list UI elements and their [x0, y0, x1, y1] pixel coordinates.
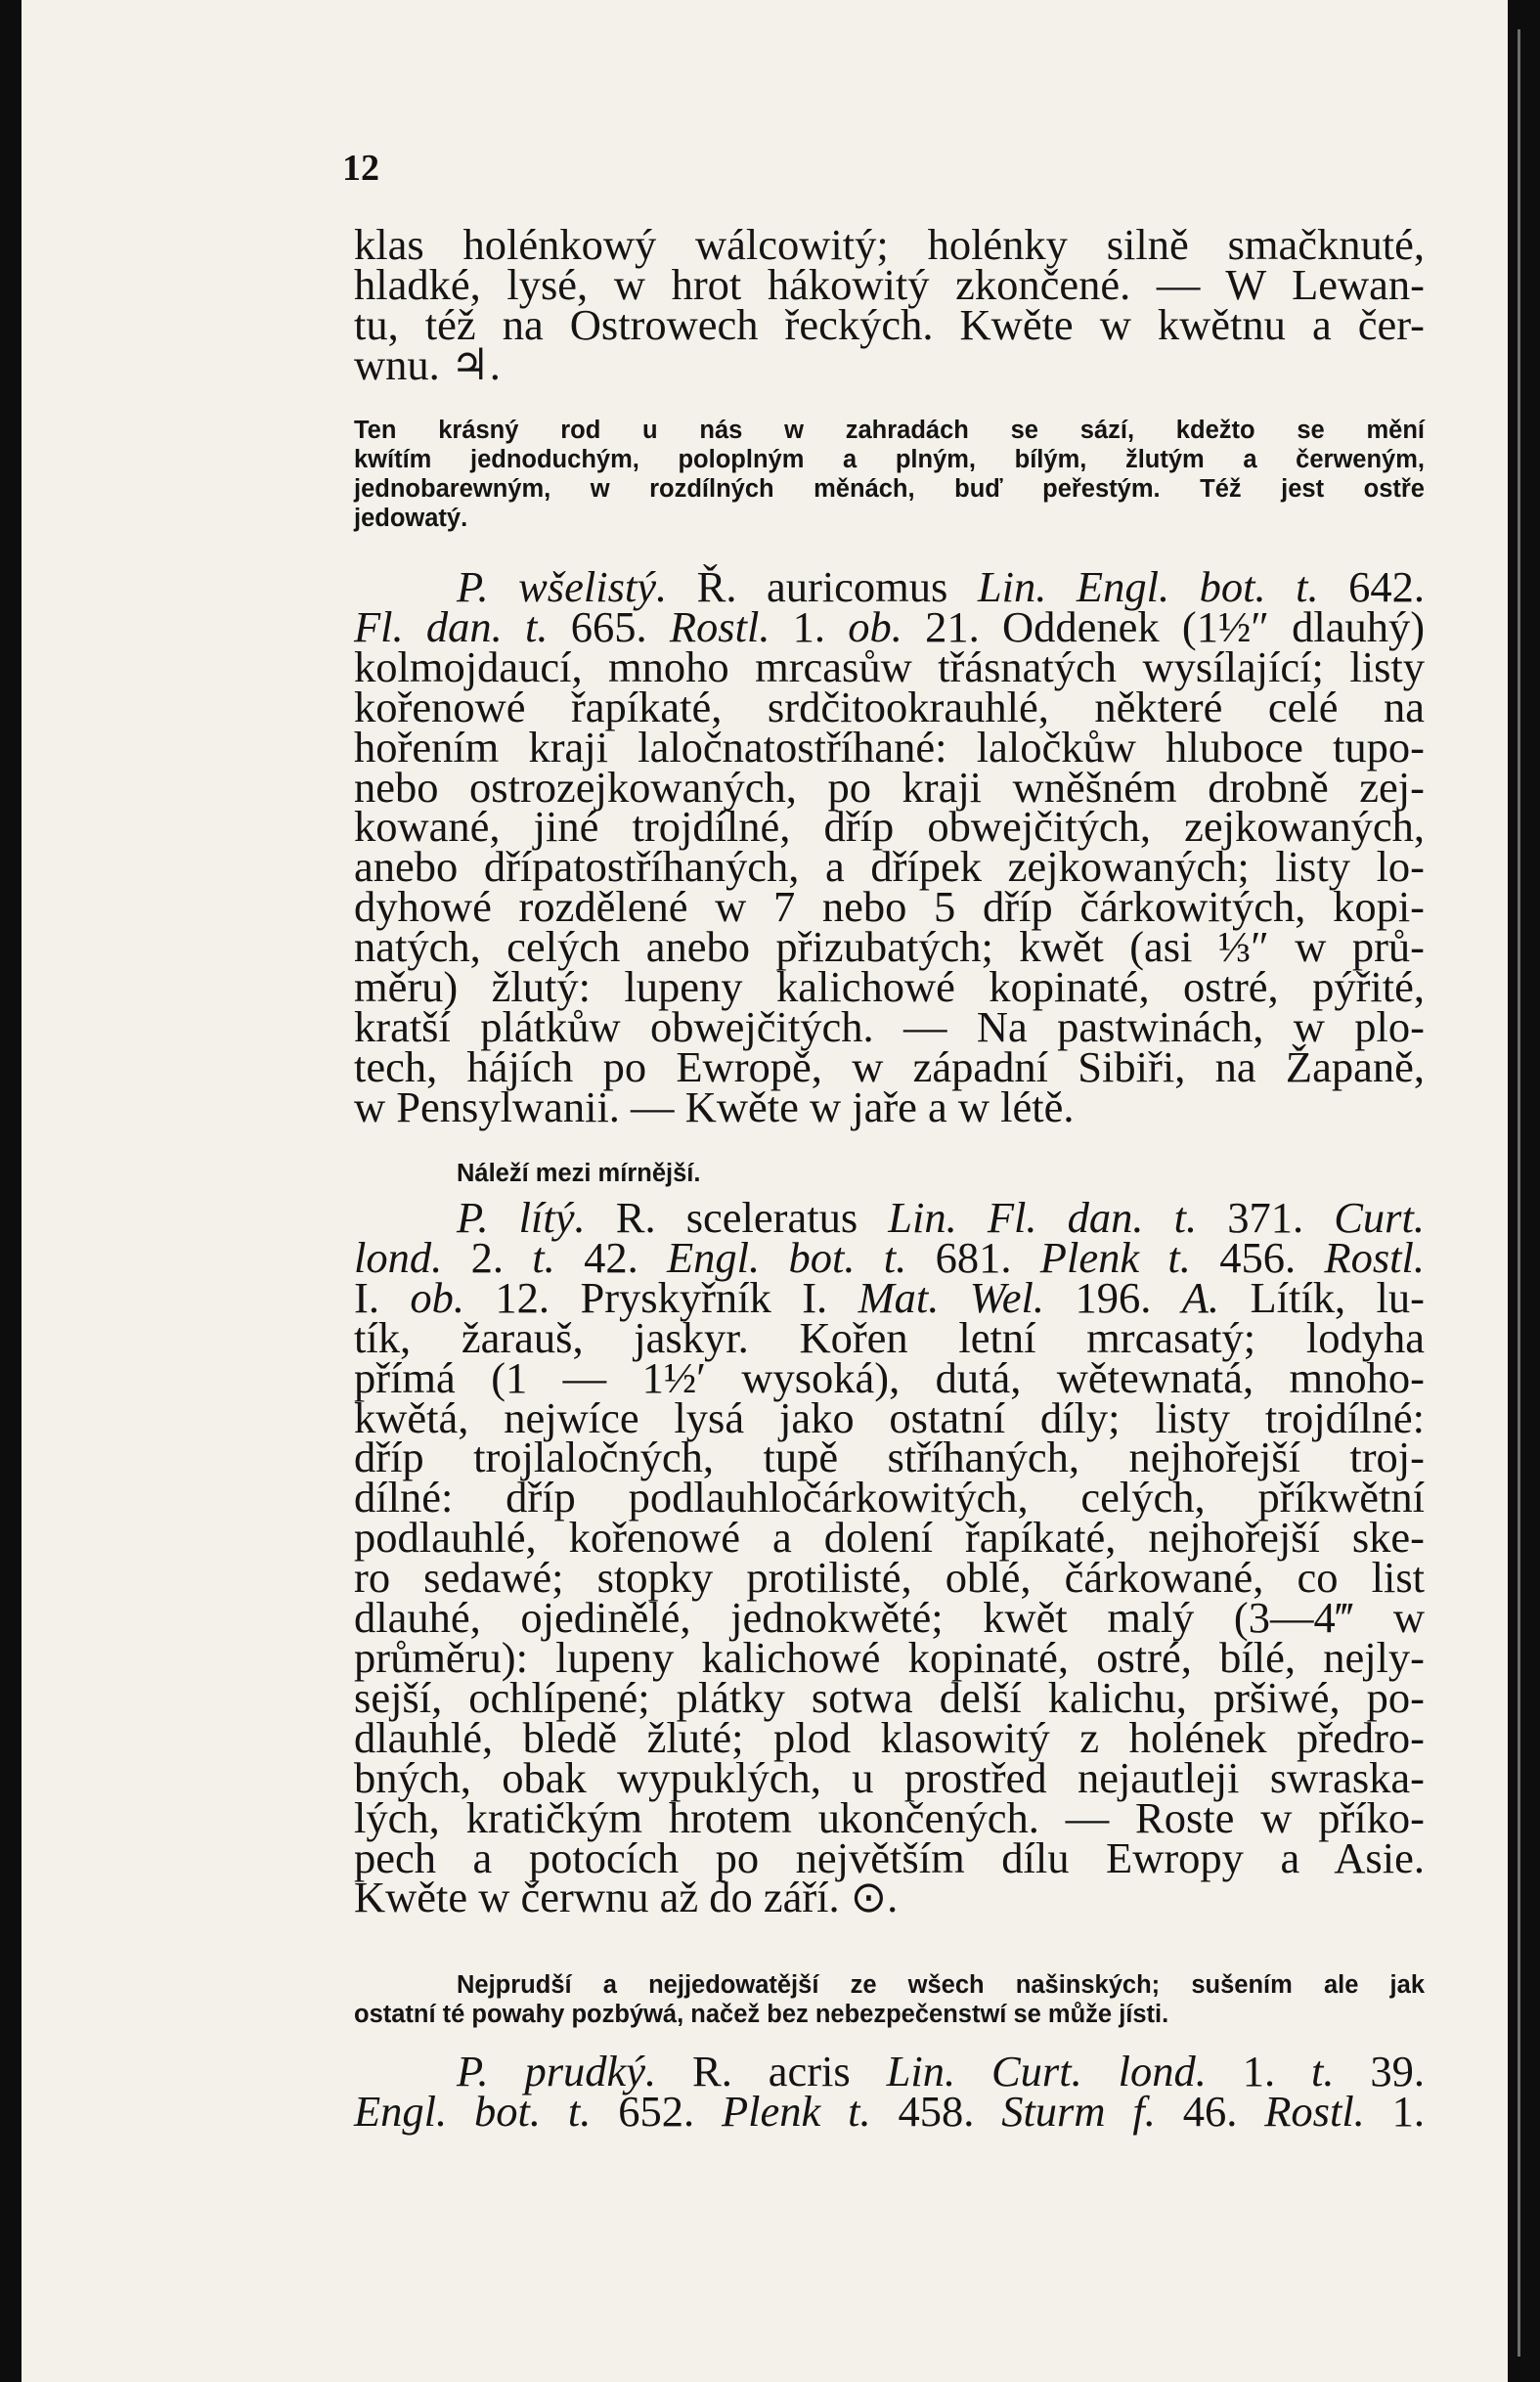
note-line: jednobarewným, w rozdílných měnách, buď peřestým. Též jest ostře: [354, 475, 1425, 503]
text-run: 1.: [1364, 2086, 1426, 2136]
text-run: Lítík, lu-: [1219, 1272, 1425, 1322]
reference: Engl. bot. t.: [354, 2086, 592, 2136]
reference: lond.: [354, 1232, 443, 1282]
text-line: ro sedawé; stopky protilisté, oblé, čárkowané, co list: [354, 1553, 1425, 1603]
text-line: kratší plátkůw obwejčitých. — Na pastwinách, w plo-: [354, 1001, 1425, 1051]
text-line: měru) žlutý: lupeny kalichowé kopinaté, ostré, pýřité,: [354, 962, 1425, 1012]
text-line: kowané, jiné trojdílné, dříp obwejčitých, zejkowaných,: [354, 802, 1425, 852]
text-run: 652.: [591, 2086, 722, 2136]
text-run: R. sceleratus: [585, 1193, 889, 1242]
reference: Plenk t.: [1039, 1232, 1191, 1282]
text-line: kwětá, nejwíce lysá jako ostatní díly; listy trojdílné:: [354, 1392, 1425, 1442]
paragraph: [354, 1193, 1425, 1922]
footnote-block-3: [354, 1970, 1425, 2029]
text-run: 1.: [1206, 2047, 1311, 2095]
reference: Mat. Wel.: [858, 1272, 1045, 1322]
text-line: natých, celých anebo přizubatých; kwět (asi ⅓″ w prů-: [354, 922, 1425, 972]
text-line: w Pensylwanii. — Kwěte w jaře a w létě.: [354, 1081, 1075, 1131]
text-run: 458.: [870, 2086, 1002, 2136]
text-line: přímá (1 — 1½′ wysoká), dutá, wětewnatá, mnoho-: [354, 1352, 1425, 1402]
note-line: jedowatý.: [354, 505, 468, 532]
text-line: [354, 1272, 1425, 1322]
reference: P. lítý.: [457, 1193, 586, 1242]
reference: Lin. Fl. dan. t.: [888, 1193, 1198, 1242]
text-line: [354, 601, 1426, 651]
reference: A.: [1181, 1272, 1220, 1322]
text-run: I.: [354, 1272, 411, 1322]
text-run: 1.: [770, 601, 849, 651]
text-line: [354, 1232, 1425, 1282]
note-line: Ten krásný rod u nás w zahradách se sází, kdežto se mění: [354, 417, 1425, 444]
text-run: 371.: [1197, 1193, 1335, 1242]
note-line: Nejprudší a nejjedowatější ze wšech našinských; sušením ale jak: [457, 1971, 1425, 1999]
text-line: podlauhlé, kořenowé a dolení řapíkaté, nejhořejší ske-: [354, 1513, 1425, 1563]
text-line: průměru): lupeny kalichowé kopinaté, ostré, bílé, nejly-: [354, 1632, 1425, 1682]
note-line: Náleží mezi mírnější.: [457, 1160, 701, 1187]
text-line: sejší, ochlípené; plátky sotwa delší kalichu, pršiwé, po-: [354, 1672, 1425, 1722]
note-paragraph: [354, 1159, 1425, 1188]
text-run: 196.: [1044, 1272, 1182, 1322]
text-line: wnu. ♃.: [354, 339, 501, 389]
text-line: [354, 562, 1426, 611]
text-line: dlauhlé, bledě žluté; plod klasowitý z holének předro-: [354, 1712, 1425, 1762]
note-paragraph: [354, 416, 1425, 533]
text-line: lých, kratičkým hrotem ukončených. — Roste w příko-: [354, 1792, 1425, 1842]
text-line: anebo dřípatostříhaných, a dřípek zejkowaných; listy lo-: [354, 842, 1425, 892]
text-line: [354, 2047, 1426, 2095]
reference: Plenk t.: [721, 2086, 871, 2136]
footnote-block-2: [354, 1159, 1425, 1188]
text-run: 642.: [1318, 562, 1426, 611]
text-block-intro: [354, 220, 1425, 389]
text-line: hladké, lysé, w hrot hákowitý zkončené. — W Lewan-: [354, 259, 1425, 309]
footnote-block-1: [354, 416, 1425, 533]
text-line: [354, 2086, 1426, 2136]
reference: Curt.: [1334, 1193, 1425, 1242]
note-paragraph: [354, 1970, 1425, 2029]
text-line: [354, 1193, 1425, 1242]
text-line: dlauhé, ojedinělé, jednokwěté; kwět malý (3—4‴ w: [354, 1593, 1425, 1643]
text-line: klas holénkowý wálcowitý; holénky silně smačknuté,: [354, 220, 1425, 269]
text-run: 2.: [442, 1232, 533, 1282]
text-block-sceleratus: [354, 1193, 1425, 1922]
text-line: kolmojdaucí, mnoho mrcasůw třásnatých wysílající; listy: [354, 641, 1425, 691]
text-line: bných, obak wypuklých, u prostřed nejautleji swraska-: [354, 1752, 1425, 1802]
note-line: kwítím jednoduchým, poloplným a plným, bílým, žlutým a čerweným,: [354, 446, 1425, 473]
page-number: 12: [342, 148, 379, 189]
text-block-auricomus: [354, 562, 1426, 1131]
text-run: 46.: [1155, 2086, 1265, 2136]
text-line: pech a potocích po největším dílu Ewropy a Asie.: [354, 1832, 1425, 1882]
text-line: kořenowé řapíkaté, srdčitookrauhlé, některé celé na: [354, 682, 1425, 731]
text-run: 456.: [1190, 1232, 1325, 1282]
text-run: 42.: [554, 1232, 667, 1282]
species-name: P. wšelistý.: [457, 562, 668, 611]
reference: Lin. Curt. lond.: [886, 2047, 1207, 2095]
text-block-acris: [354, 2047, 1426, 2136]
text-line: dílné: dříp podlauhločárkowitých, celých, příkwětní: [354, 1473, 1425, 1522]
note-line: ostatní té powahy pozbýwá, načež bez nebezpečenstwí se může jísti.: [354, 2001, 1169, 2028]
text-run: R. acris: [656, 2047, 887, 2095]
paragraph: [354, 220, 1425, 389]
text-line: nebo ostrozejkowaných, po kraji wněšném drobně zej-: [354, 762, 1425, 812]
text-line: tech, hájích po Ewropě, w západní Sibiři, na Žapaně,: [354, 1041, 1425, 1091]
paragraph: [354, 562, 1426, 1131]
reference: Fl. dan. t.: [354, 601, 549, 651]
text-run: 665.: [548, 601, 670, 651]
reference: Rostl.: [669, 601, 770, 651]
text-line: dyhowé rozdělené w 7 nebo 5 dříp čárkowitých, kopi-: [354, 882, 1425, 932]
page-edge-shadow: [1508, 0, 1540, 2382]
reference: Lin. Engl. bot. t.: [977, 562, 1319, 611]
reference: Engl. bot. t.: [667, 1232, 907, 1282]
reference: ob.: [848, 601, 902, 651]
text-line: tu, též na Ostrowech řeckých. Kwěte w kwětnu a čer-: [354, 299, 1425, 349]
book-page: [22, 0, 1508, 2382]
reference: Sturm f.: [1001, 2086, 1156, 2136]
text-line: Kwěte w čerwnu až do září. ⊙.: [354, 1873, 899, 1922]
paragraph: [354, 2047, 1426, 2136]
text-line: tík, žarauš, jaskyr. Kořen letní mrcasatý; lodyha: [354, 1312, 1425, 1362]
text-run: 681.: [906, 1232, 1040, 1282]
text-run: Ř. auricomus: [667, 562, 978, 611]
reference: Rostl.: [1324, 1232, 1425, 1282]
reference: t.: [1311, 2047, 1335, 2095]
text-run: 39.: [1334, 2047, 1426, 2095]
reference: ob.: [410, 1272, 464, 1322]
reference: P. prudký.: [457, 2047, 657, 2095]
text-run: 12. Pryskyřník I.: [464, 1272, 858, 1322]
text-line: hořením kraji laločnatostříhané: laločkůw hluboce tupo-: [354, 722, 1425, 772]
text-run: 21. Oddenek (1½″ dlauhý): [902, 601, 1426, 651]
text-line: dříp trojlaločných, tupě stříhaných, nejhořejší troj-: [354, 1433, 1425, 1482]
reference: t.: [532, 1232, 555, 1282]
reference: Rostl.: [1264, 2086, 1365, 2136]
